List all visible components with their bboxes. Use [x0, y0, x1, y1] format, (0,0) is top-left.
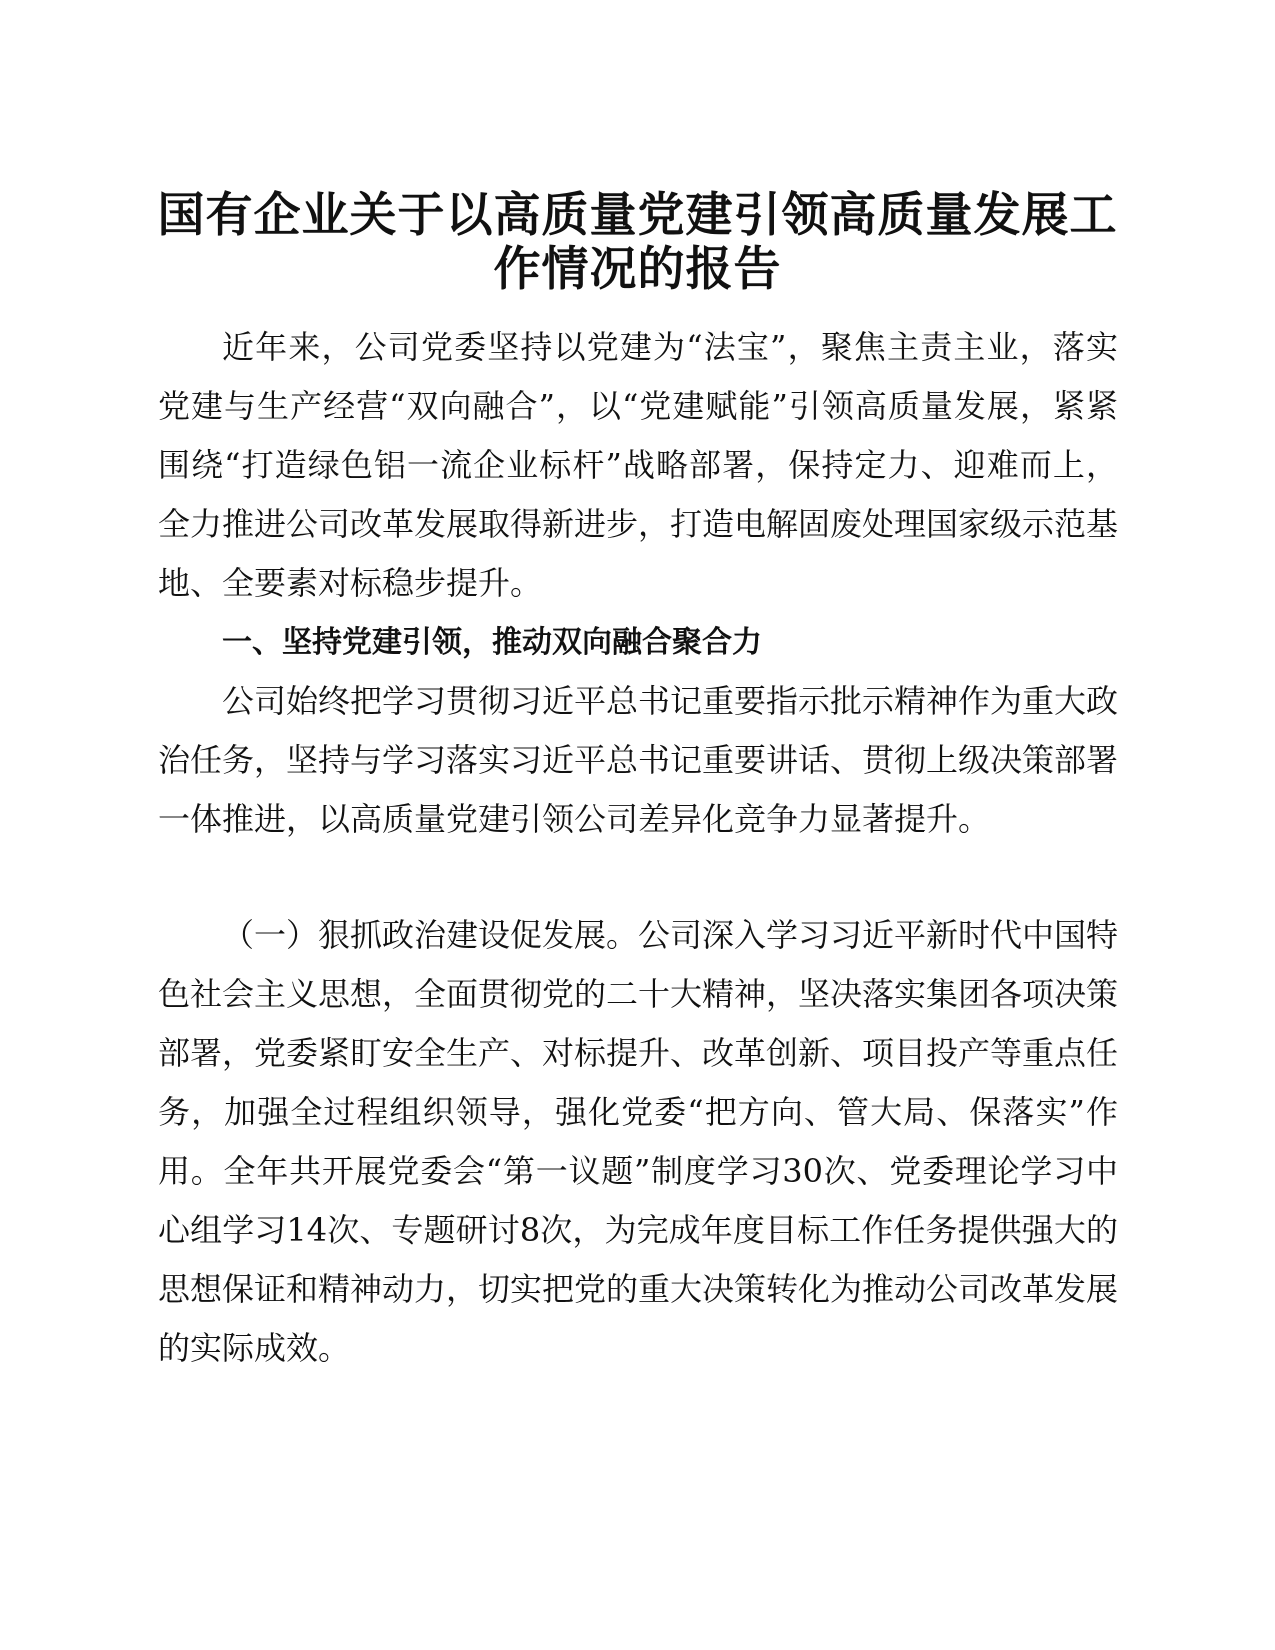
section-1-heading: 一、坚持党建引领，推动双向融合聚合力 [222, 625, 762, 660]
document-title-line-2: 作情况的报告 [493, 242, 782, 297]
intro-paragraph: 近年来，公司党委坚持以党建为“法宝”，聚焦主责主业，落实党建与生产经营“双向融合”，以“党建赋能”引领高质量发展，紧紧围绕“打造绿色铝一流企业标杆”战略部署，保持定力、迎难而上，全力推进公司改革发展取得新进步，打造电解固废处理国家级示范基地、全要素对标稳步提升。 [158, 328, 1119, 602]
subsection-1-paragraph: （一）狠抓政治建设促发展。公司深入学习习近平新时代中国特色社会主义思想，全面贯彻党的二十大精神，坚决落实集团各项决策部署，党委紧盯安全生产、对标提升、改革创新、项目投产等重点任务，加强全过程组织领导，强化党委“把方向、管大局、保落实”作用。全年共开展党委会“第一议题”制度学习30次、党委理论学习中心组学习14次、专题研讨8次，为完成年度目标工作任务提供强大的思想保证和精神动力，切实把党的重大决策转化为推动公司改革发展的实际成效。 [158, 916, 1119, 1367]
document-title-line-1: 国有企业关于以高质量党建引领高质量发展工 [157, 188, 1118, 243]
section-1-paragraph: 公司始终把学习贯彻习近平总书记重要指示批示精神作为重大政治任务，坚持与学习落实习近平总书记重要讲话、贯彻上级决策部署一体推进，以高质量党建引领公司差异化竞争力显著提升。 [158, 682, 1119, 838]
